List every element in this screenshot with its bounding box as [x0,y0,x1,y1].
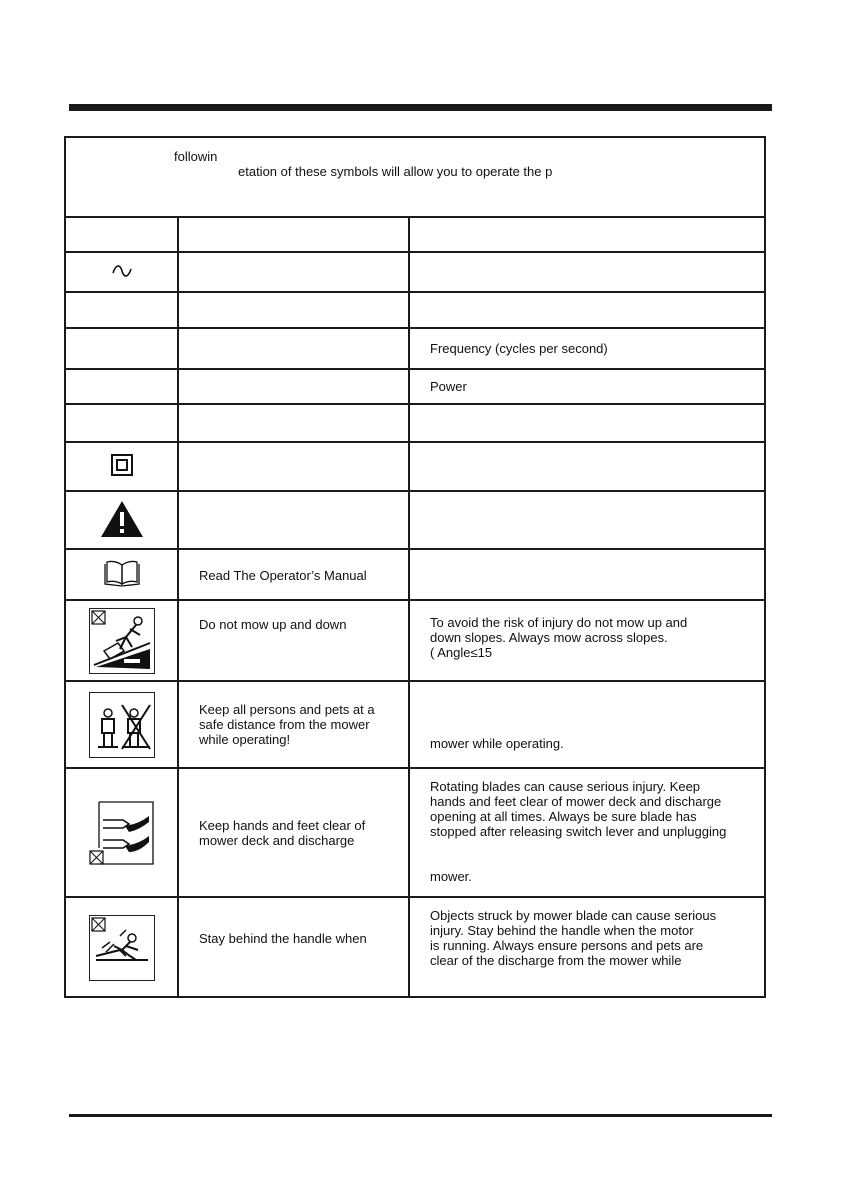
table-row [66,442,764,491]
footer-rule [69,1114,772,1117]
explanation-cell [409,681,764,768]
name-text: Stay behind the handle when [199,930,367,946]
explanation-cell [409,292,764,328]
name-cell [178,252,409,292]
explanation-line: mower while operating. [430,736,564,751]
symbol-cell [66,442,178,491]
no-mowing-up-down-slope-icon [89,608,155,674]
hands-feet-clear-icon [89,800,155,866]
symbol-cell [66,328,178,369]
table-row [66,404,764,442]
explanation-line [430,839,764,854]
name-line: safe distance from the mower [199,717,370,732]
table-row [66,897,764,998]
table-row [66,600,764,681]
header-rule [69,104,772,111]
explanation-cell [409,491,764,549]
intro-line-1: followin [174,149,218,164]
intro-text [66,138,764,218]
name-cell [178,768,409,897]
explanation-line: mower. [430,869,472,884]
explanation-cell [409,252,764,292]
explanation-line: hands and feet clear of mower deck and discharge [430,794,722,809]
warning-triangle-icon [99,499,145,542]
symbol-cell [66,369,178,404]
table-row [66,681,764,768]
explanation-line [430,854,764,869]
name-cell [178,328,409,369]
stay-behind-handle-icon [89,915,155,981]
name-cell [178,897,409,998]
name-line: Keep hands and feet clear of [199,817,366,833]
symbol-cell [66,404,178,442]
table-row [66,328,764,369]
table-row [66,369,764,404]
explanation-line: stopped after releasing switch lever and unplugging [430,824,727,839]
symbol-cell [66,252,178,292]
explanation-line: down slopes. Always mow across slopes. [430,630,668,645]
explanation-line: is running. Always ensure persons and pets are [430,938,704,953]
explanation-line: clear of the discharge from the mower while [430,953,682,968]
name-cell [178,292,409,328]
explanation-line: Rotating blades can cause serious injury. Keep [430,779,701,794]
symbol-cell [66,292,178,328]
open-book-icon [102,559,142,590]
explanation-cell [409,768,764,897]
name-line: Keep all persons and pets at a [199,702,375,717]
explanation-cell: Frequency (cycles per second) [409,328,764,369]
explanation-cell [409,600,764,681]
keep-persons-pets-away-icon [89,692,155,758]
explanation-line: ( Angle≤15 [430,645,493,660]
table-row [66,292,764,328]
explanation-line: To avoid the risk of injury do not mow up and [430,615,688,630]
table-row [66,768,764,897]
symbols-table-box [64,136,766,998]
table-row [66,217,764,252]
table-row [66,252,764,292]
name-cell [178,217,409,252]
intro-line-2: etation of these symbols will allow you to operate the p [238,164,553,179]
explanation-cell: Power [409,369,764,404]
table-row [66,549,764,600]
explanation-line: opening at all times. Always be sure blade has [430,809,697,824]
explanation-line: injury. Stay behind the handle when the motor [430,923,694,938]
name-cell [178,369,409,404]
name-cell [178,681,409,768]
double-insulation-icon [111,454,133,479]
name-cell [178,491,409,549]
table-row [66,491,764,549]
explanation-line: Objects struck by mower blade can cause serious [430,908,717,923]
alternating-current-icon [111,264,133,281]
name-line: while operating! [199,732,291,747]
symbols-table [66,216,764,998]
name-cell [178,404,409,442]
symbol-cell [66,897,178,998]
explanation-cell [409,897,764,998]
name-cell: Do not mow up and down [178,600,409,681]
explanation-cell [409,217,764,252]
symbol-cell [66,549,178,600]
symbol-cell [66,768,178,897]
name-text: Read The Operator’s Manual [199,568,367,583]
symbol-cell [66,217,178,252]
symbol-cell [66,600,178,681]
name-cell [178,442,409,491]
symbol-cell [66,491,178,549]
name-line: mower deck and discharge [199,832,355,848]
symbol-cell [66,681,178,768]
explanation-cell [409,442,764,491]
explanation-cell [409,404,764,442]
explanation-cell [409,549,764,600]
name-cell [178,549,409,600]
